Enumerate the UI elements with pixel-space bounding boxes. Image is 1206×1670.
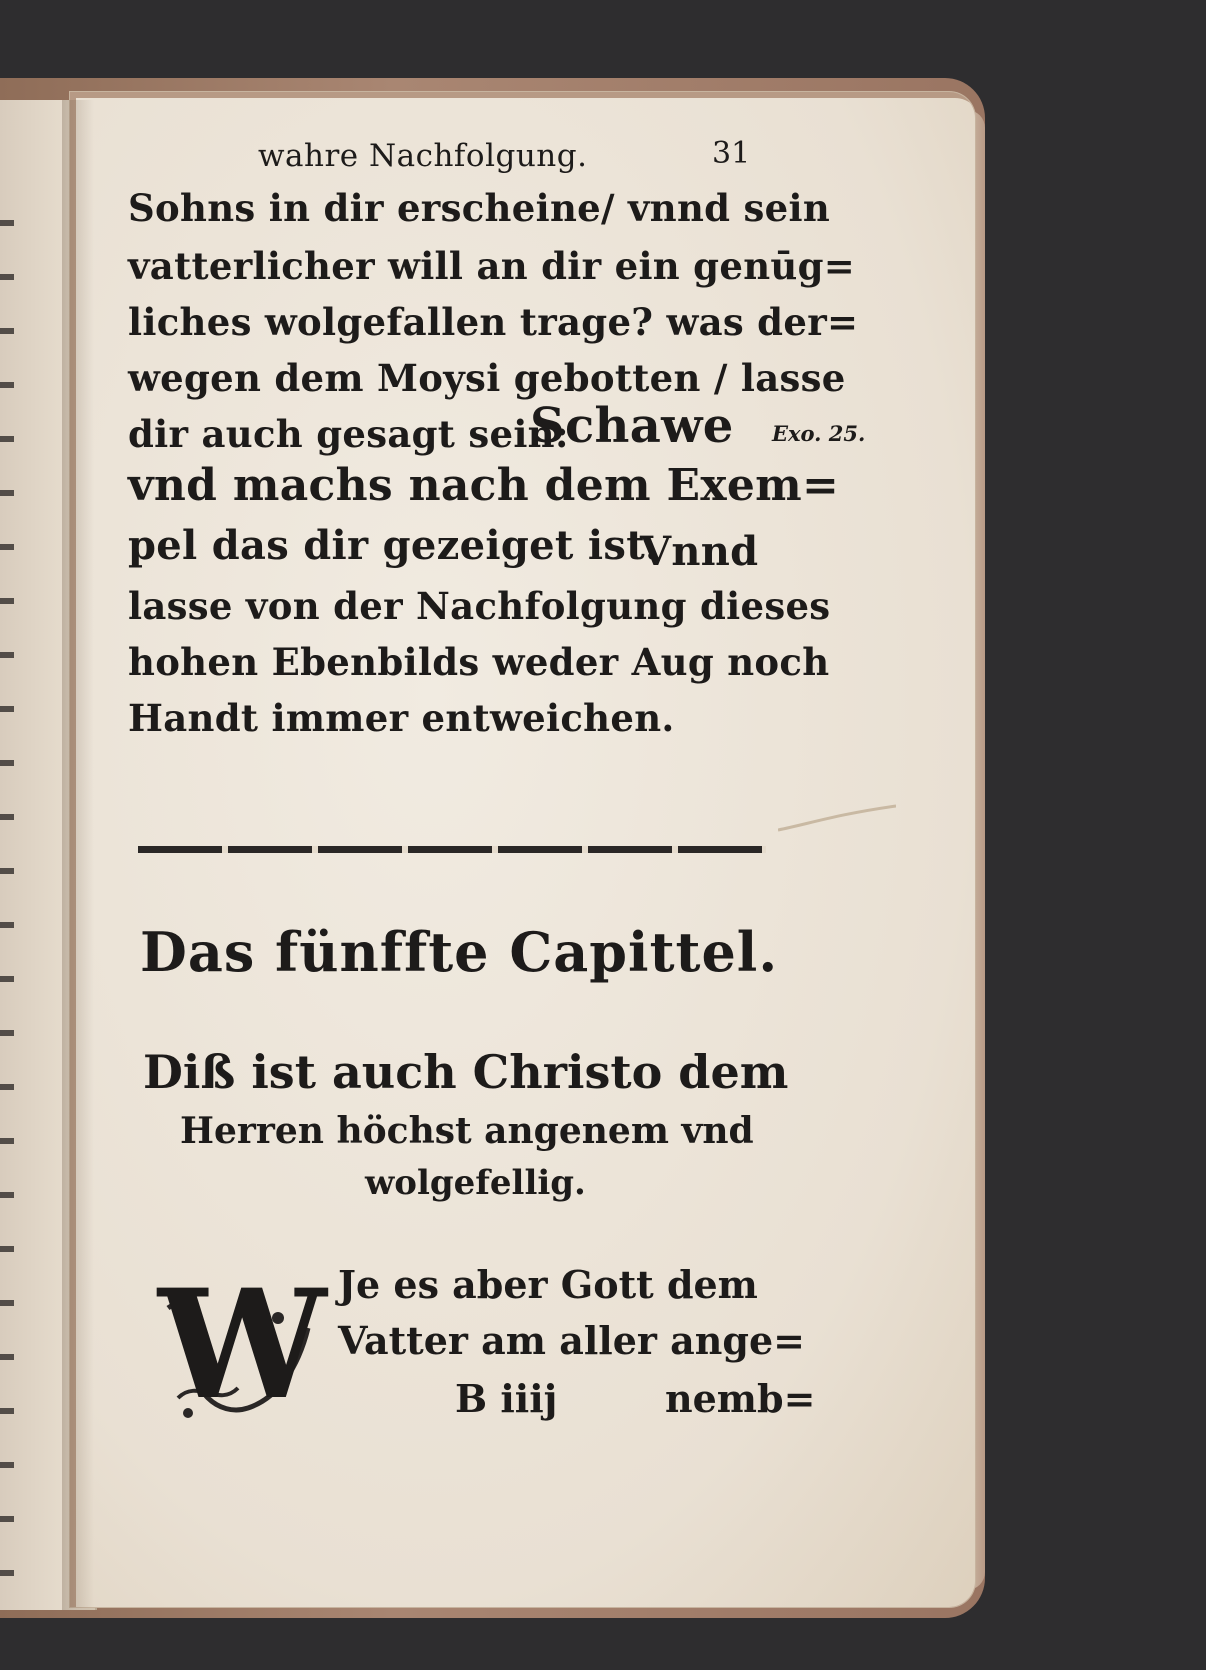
initial-letter: W [158, 1257, 327, 1433]
body-line: lasse von der Nachfolgung dieses [128, 584, 831, 628]
chapter-heading-line: Herren höchst angenem vnd [180, 1110, 754, 1152]
running-head: wahre Nachfolgung. [258, 138, 588, 174]
body-line: wegen dem Moysi gebotten / lasse [128, 356, 846, 400]
body-line: Vatter am aller ange= [338, 1318, 805, 1363]
decorated-initial [158, 1257, 327, 1433]
body-line: dir auch gesagt sein: [128, 412, 569, 456]
catchword: nemb= [665, 1376, 816, 1421]
page-tear-mark [778, 804, 896, 834]
body-word: Vnnd [640, 528, 759, 575]
body-line: Sohns in dir erscheine/ vnnd sein [128, 186, 831, 230]
left-page-text-edges [0, 220, 14, 1580]
signature-mark: B iiij [455, 1376, 558, 1421]
chapter-title: Das fünffte Capittel. [140, 920, 779, 984]
body-line: Je es aber Gott dem [338, 1262, 758, 1307]
margin-note: Exo. 25. [772, 421, 866, 446]
emphasis-line: vnd machs nach dem Exem= [128, 460, 840, 511]
section-divider-rule [138, 846, 766, 853]
emphasis-word: Schawe [530, 398, 734, 454]
body-line: liches wolgefallen trage? was der= [128, 300, 859, 344]
emphasis-line: pel das dir gezeiget ist. [128, 522, 660, 569]
chapter-heading-line: Diß ist auch Christo dem [143, 1045, 789, 1099]
body-line: vatterlicher will an dir ein genūg= [128, 244, 856, 288]
book-gutter [62, 100, 102, 1610]
page-number: 31 [712, 136, 751, 171]
body-line: Handt immer entweichen. [128, 696, 675, 740]
chapter-heading-line: wolgefellig. [365, 1163, 586, 1203]
body-line: hohen Ebenbilds weder Aug noch [128, 640, 830, 684]
